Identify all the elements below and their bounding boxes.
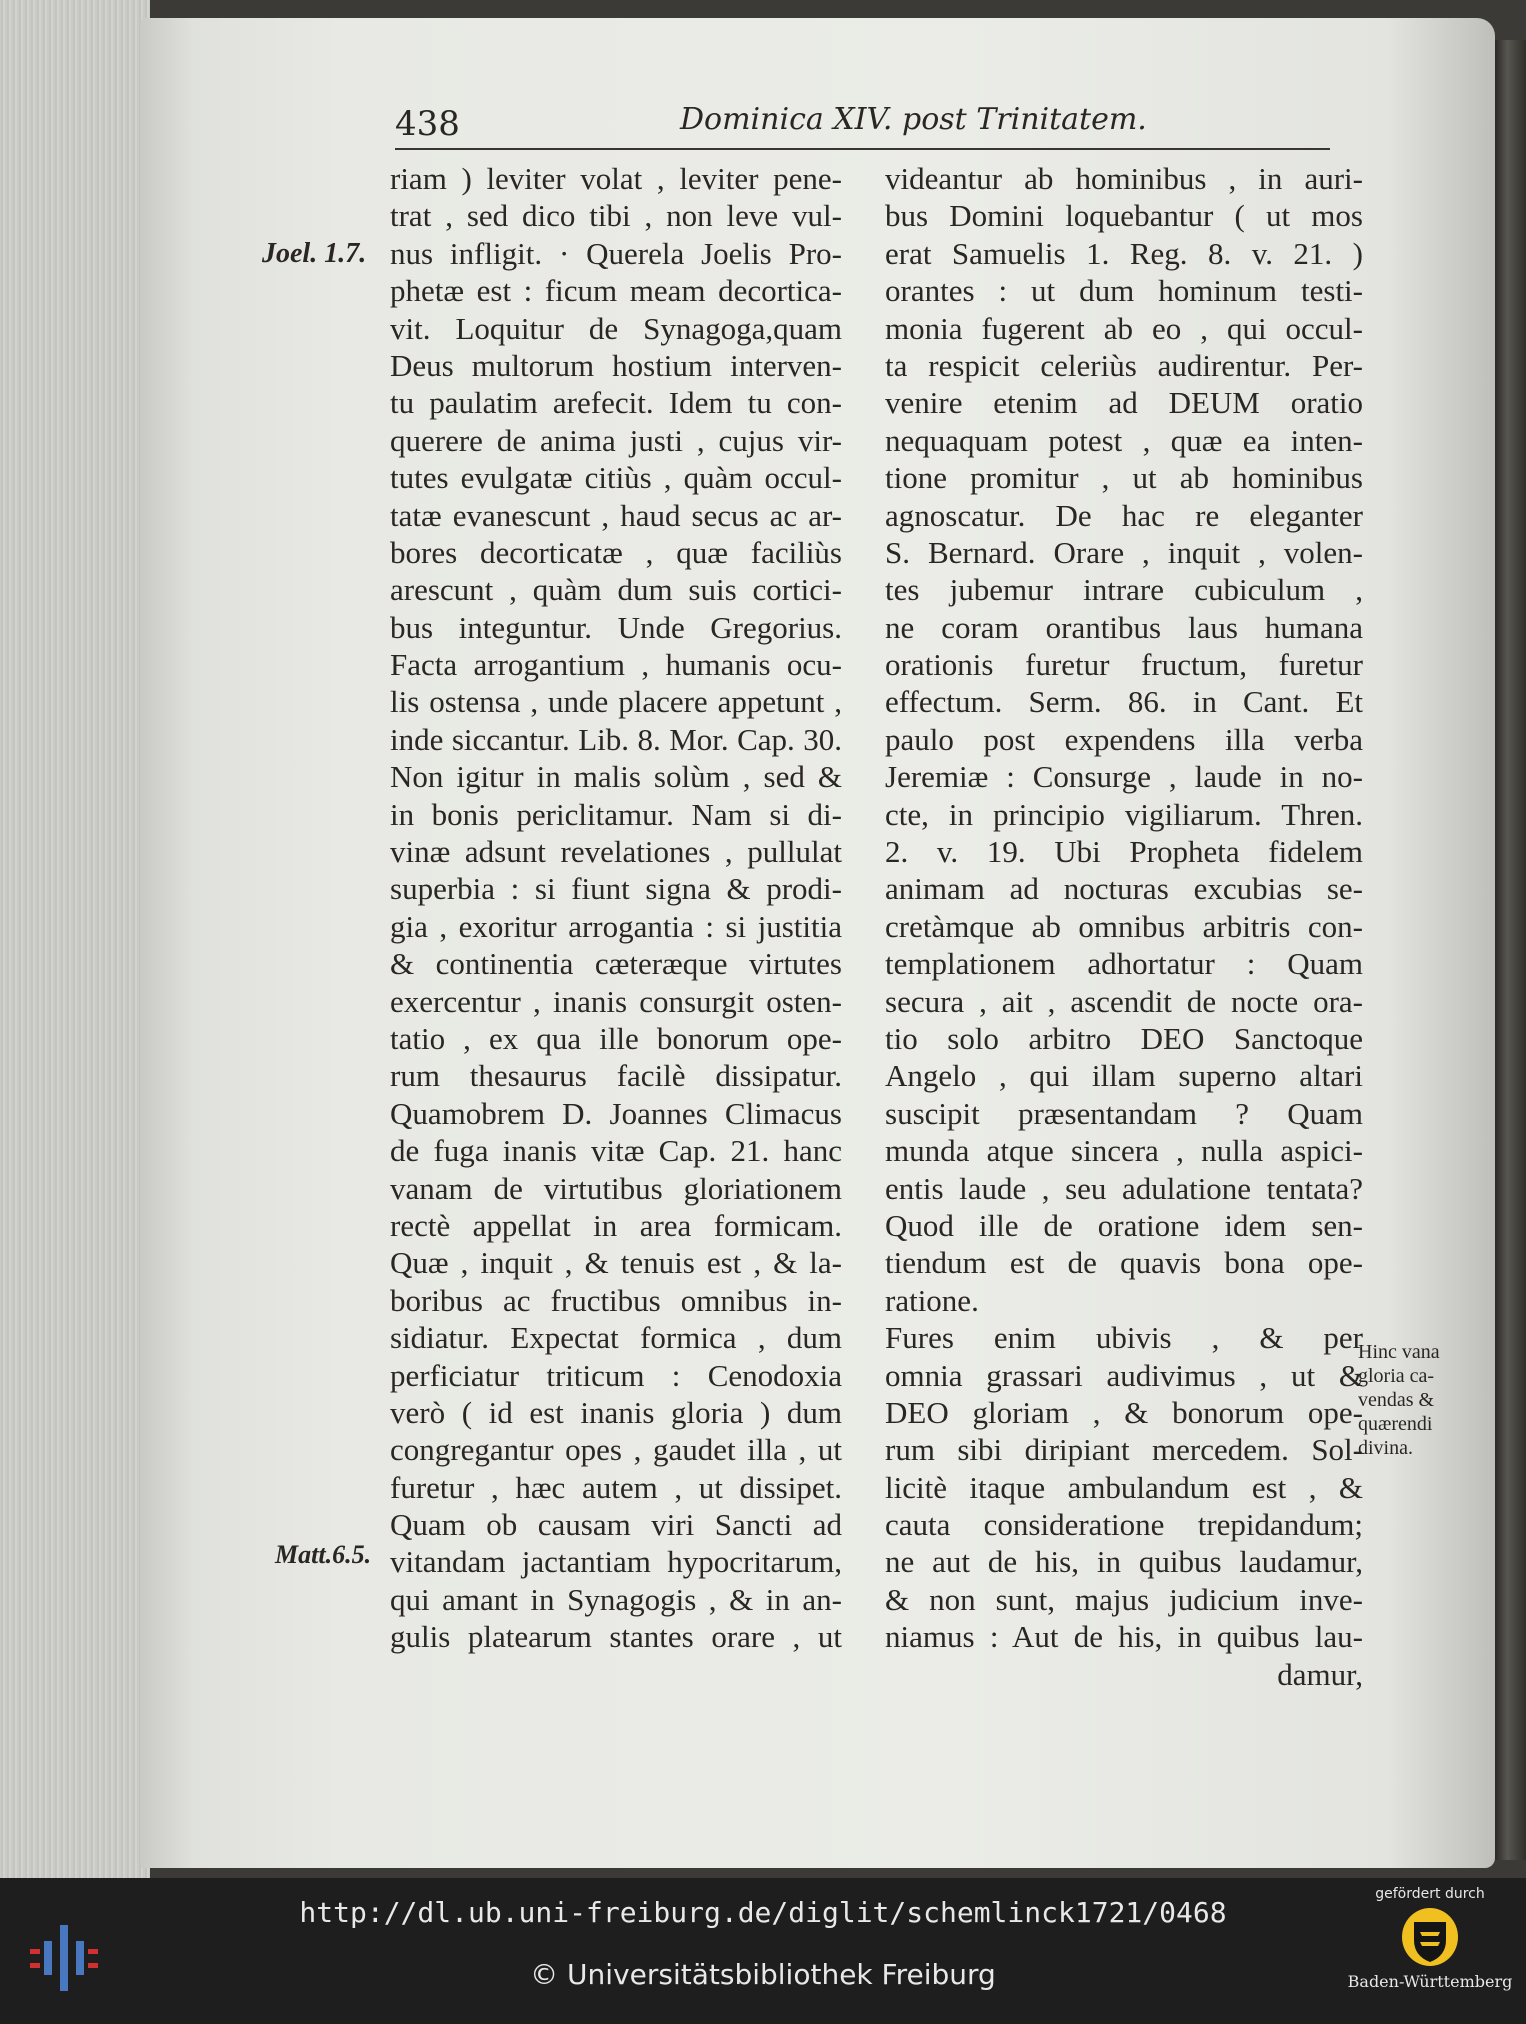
text-line: orationis furetur fructum, furetur [885, 647, 1363, 683]
text-line: rectè appellat in area formicam. [390, 1207, 842, 1243]
text-line: paulo post expendens illa verba [885, 721, 1363, 757]
text-line: niamus : Aut de his, in quibus lau- [885, 1619, 1363, 1655]
text-line: bus integuntur. Unde Gregorius. [390, 609, 842, 645]
text-line: gia , exoritur arrogantia : si justitia [390, 908, 842, 944]
text-line: Facta arrogantium , humanis ocu- [390, 647, 842, 683]
text-line: damur, [1277, 1656, 1363, 1692]
left-text-column [390, 160, 842, 1656]
text-line: gulis platearum stantes orare , ut [390, 1619, 842, 1655]
text-line: Quæ , inquit , & tenuis est , & la- [390, 1245, 842, 1281]
text-line: venire etenim ad DEUM oratio [885, 385, 1363, 421]
text-line: erat Samuelis 1. Reg. 8. v. 21. ) [885, 235, 1363, 271]
text-line: arescunt , quàm dum suis cortici- [390, 572, 842, 608]
text-line: tatæ evanescunt , haud secus ac ar- [390, 497, 842, 533]
margin-note-joel: Joel. 1.7. [262, 238, 367, 269]
text-line: monia fugerent ab eo , qui occul- [885, 310, 1363, 346]
text-line: congregantur opes , gaudet illa , ut [390, 1432, 842, 1468]
text-line: animam ad nocturas excubias se- [885, 871, 1363, 907]
text-line: & non sunt, majus judicium inve- [885, 1581, 1363, 1617]
text-line: tu paulatim arefecit. Idem tu con- [390, 385, 842, 421]
text-line: de fuga inanis vitæ Cap. 21. hanc [390, 1133, 842, 1169]
text-line: 2. v. 19. Ubi Propheta fidelem [885, 834, 1363, 870]
text-line: Non igitur in malis solùm , sed & [390, 759, 842, 795]
text-line: templationem adhortatur : Quam [885, 946, 1363, 982]
text-line: riam ) leviter volat , leviter pene- [390, 161, 842, 196]
text-line: inde siccantur. Lib. 8. Mor. Cap. 30. [390, 721, 842, 757]
text-line: rum thesaurus facilè dissipatur. [390, 1058, 842, 1094]
text-line: & continentia cæteræque virtutes [390, 946, 842, 982]
text-line: nus infligit. · Querela Joelis Pro- [390, 235, 842, 271]
text-line: effectum. Serm. 86. in Cant. Et [885, 684, 1363, 720]
text-line: Angelo , qui illam superno altari [885, 1058, 1363, 1094]
text-line: vanam de virtutibus gloriationem [390, 1170, 842, 1206]
text-line: tutes evulgatæ citiùs , quàm occul- [390, 460, 842, 496]
text-line: boribus ac fructibus omnibus in- [390, 1282, 842, 1318]
text-line: rum sibi diripiant mercedem. Sol- [885, 1432, 1363, 1468]
document-url[interactable]: http://dl.ub.uni-freiburg.de/diglit/schemlinck1721/0468 [299, 1896, 1227, 1929]
margin-note-line: vendas & [1358, 1389, 1435, 1411]
text-line: nequaquam potest , quæ ea inten- [885, 422, 1363, 458]
page-number: 438 [395, 104, 460, 144]
text-line: exercentur , inanis consurgit osten- [390, 983, 842, 1019]
text-line: DEO gloriam , & bonorum ope- [885, 1394, 1363, 1430]
text-line: querere de anima justi , cujus vir- [390, 422, 842, 458]
funder-label: gefördert durch [1375, 1886, 1485, 1902]
margin-note-line: quærendi [1358, 1413, 1433, 1435]
text-line: cte, in principio vigiliarum. Thren. [885, 796, 1363, 832]
header-rule [395, 148, 1330, 150]
text-line: tio solo arbitro DEO Sanctoque [885, 1020, 1363, 1056]
margin-note-line: gloria ca- [1358, 1365, 1435, 1387]
text-line: tione promitur , ut ab hominibus [885, 460, 1363, 496]
text-line: agnoscatur. De hac re eleganter [885, 497, 1363, 533]
margin-note-right [1358, 1340, 1498, 1460]
text-line: vinæ adsunt revelationes , pullulat [390, 834, 842, 870]
state-crest-icon [1400, 1906, 1460, 1968]
running-head: Dominica XIV. post Trinitatem. [680, 102, 1147, 137]
text-line: trat , sed dico tibi , non leve vul- [390, 198, 842, 234]
text-line: perficiatur triticum : Cenodoxia [390, 1357, 842, 1393]
text-line: secura , ait , ascendit de nocte ora- [885, 983, 1363, 1019]
text-line: entis laude , seu adulatione tentata? [885, 1170, 1363, 1206]
text-line: vit. Loquitur de Synagoga,quam [390, 310, 842, 346]
text-line: Fures enim ubivis , & per [885, 1320, 1363, 1356]
text-line: cretàmque ab omnibus arbitris con- [885, 908, 1363, 944]
viewer-footer [0, 1878, 1526, 2024]
text-line: ta respicit celeriùs audirentur. Per- [885, 347, 1363, 383]
facing-page-edge [1495, 40, 1526, 1860]
text-line: ne aut de his, in quibus laudamur, [885, 1544, 1363, 1580]
text-line: tes jubemur intrare cubiculum , [885, 572, 1363, 608]
text-line: tatio , ex qua ille bonorum ope- [390, 1020, 842, 1056]
text-line: qui amant in Synagogis , & in an- [390, 1581, 842, 1617]
text-line: furetur , hæc autem , ut dissipet. [390, 1469, 842, 1505]
text-line: lis ostensa , unde placere appetunt , [390, 684, 842, 720]
text-line: vitandam jactantiam hypocritarum, [390, 1544, 842, 1580]
copyright-notice: © Universitätsbibliothek Freiburg [530, 1958, 996, 1991]
text-line: verò ( id est inanis gloria ) dum [390, 1394, 842, 1430]
text-line: Jeremiæ : Consurge , laude in no- [885, 759, 1363, 795]
text-line: videantur ab hominibus , in auri- [885, 161, 1363, 196]
text-line: Quod ille de oratione idem sen- [885, 1207, 1363, 1243]
text-line: bus Domini loquebantur ( ut mos [885, 198, 1363, 234]
funder-name: Baden-Württemberg [1347, 1972, 1513, 1991]
text-line: sidiatur. Expectat formica , dum [390, 1320, 842, 1356]
text-line: cauta consideratione trepidandum; [885, 1507, 1363, 1543]
text-line: ratione. [885, 1282, 979, 1318]
text-line: omnia grassari audivimus , ut & [885, 1357, 1363, 1393]
text-line: licitè itaque ambulandum est , & [885, 1469, 1363, 1505]
right-text-column [885, 160, 1363, 1693]
margin-note-line: divina. [1358, 1437, 1413, 1459]
text-line: Quamobrem D. Joannes Climacus [390, 1095, 842, 1131]
text-line: orantes : ut dum hominum testi- [885, 273, 1363, 309]
margin-note-line: Hinc vana [1358, 1341, 1440, 1363]
text-line: munda atque sincera , nulla aspici- [885, 1133, 1363, 1169]
text-line: superbia : si fiunt signa & prodi- [390, 871, 842, 907]
text-line: phetæ est : ficum meam decortica- [390, 273, 842, 309]
text-line: Deus multorum hostium interven- [390, 347, 842, 383]
text-line: in bonis periclitamur. Nam si di- [390, 796, 842, 832]
page-stack-edge [0, 0, 150, 1878]
margin-note-matt: Matt.6.5. [275, 1540, 372, 1569]
text-line: Quam ob causam viri Sancti ad [390, 1507, 842, 1543]
funder-block [1345, 1886, 1515, 1991]
text-line: tiendum est de quavis bona ope- [885, 1245, 1363, 1281]
text-line: suscipit præsentandam ? Quam [885, 1095, 1363, 1131]
text-line: bores decorticatæ , quæ faciliùs [390, 534, 842, 570]
text-line: S. Bernard. Orare , inquit , volen- [885, 534, 1363, 570]
text-line: ne coram orantibus laus humana [885, 609, 1363, 645]
